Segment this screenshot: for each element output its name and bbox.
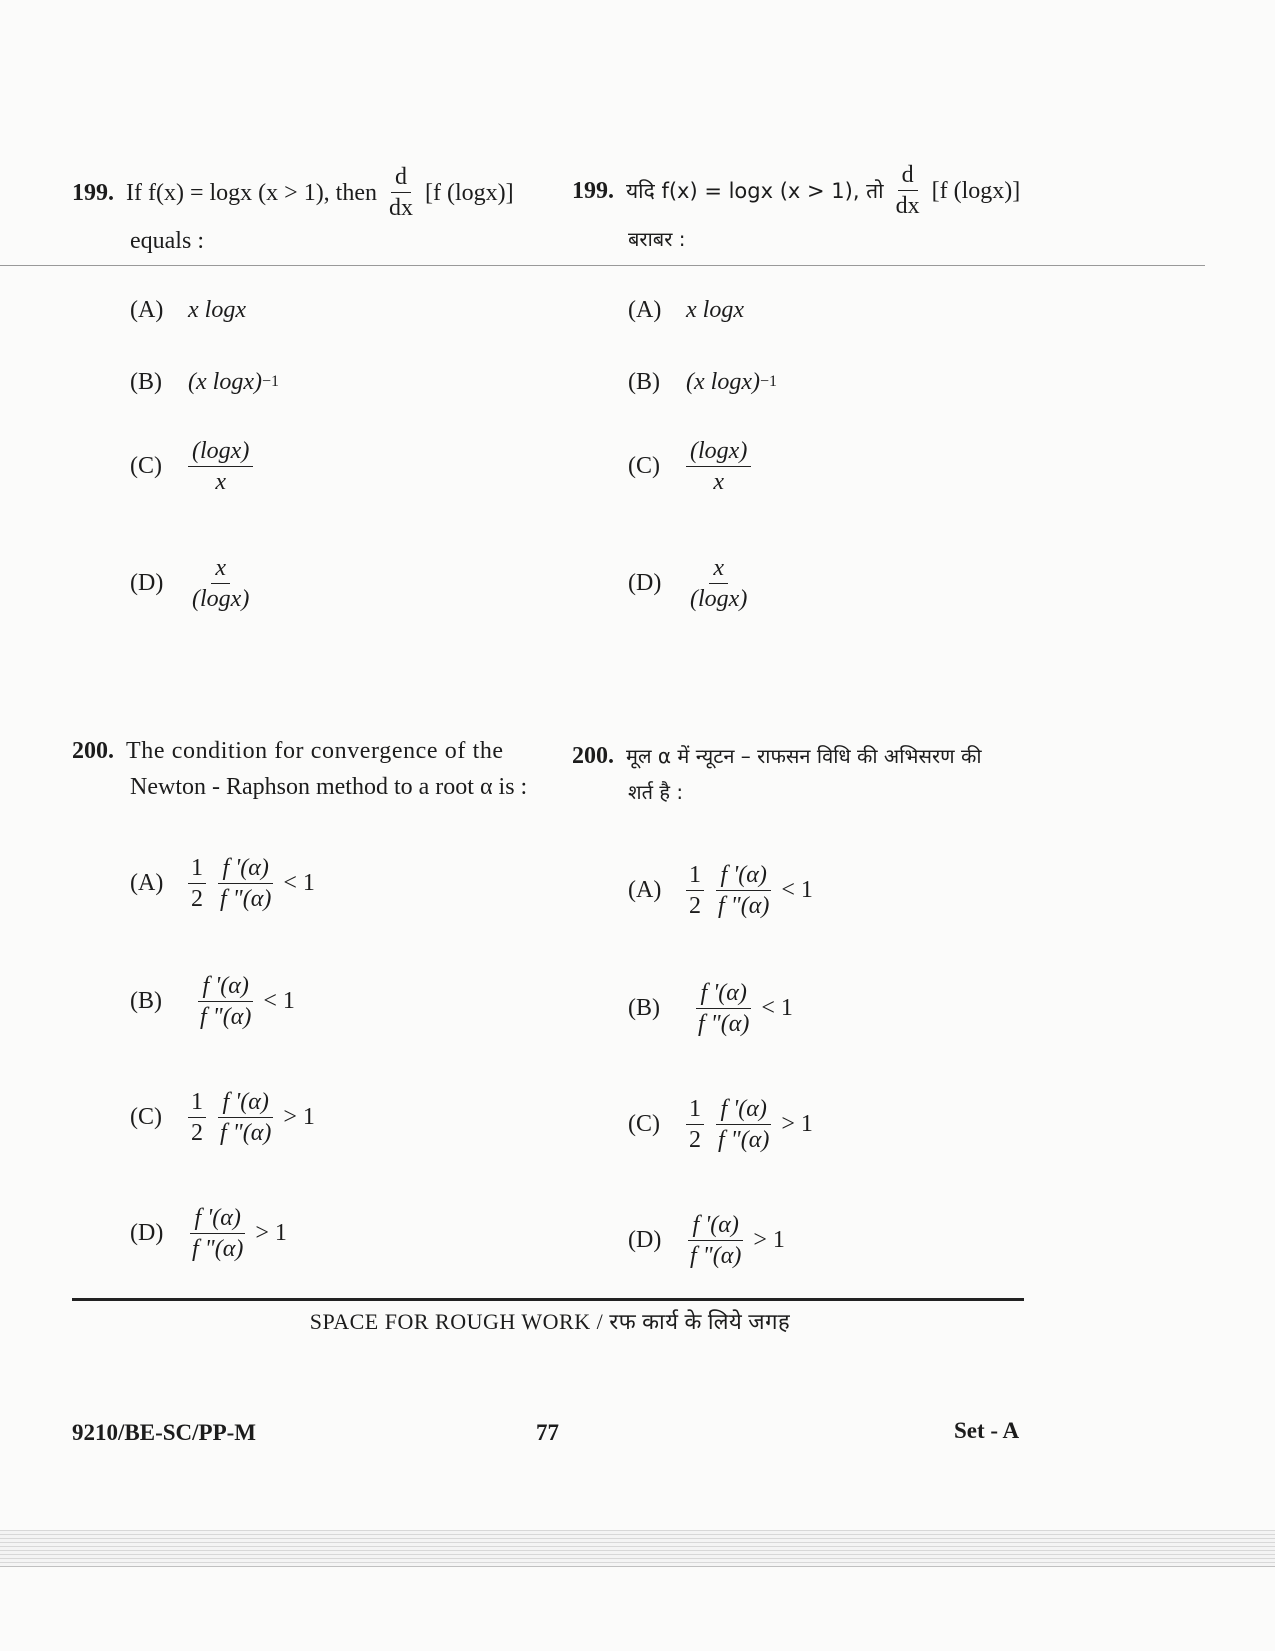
rough-work-divider	[72, 1298, 1024, 1301]
q200-option-a-hi[interactable]: (A) 1 2 $\frac{f '(\alpha)}{f "(\alpha)}$ < 1	[628, 861, 813, 919]
q199-option-b[interactable]: (B) (x logx) −1	[130, 368, 279, 395]
q199-deriv-hi: $\frac{d}{dx}$	[895, 162, 920, 219]
q200-number: 200.	[72, 738, 114, 764]
q199-option-a[interactable]: (A) x logx	[130, 296, 246, 323]
q199-option-c-hi[interactable]: (C) $\frac{(\log x)}{x}$	[628, 436, 777, 497]
q199-bracket-hi: [f (logx)]	[931, 177, 1021, 204]
q200-en	[72, 733, 542, 805]
q199-hi	[572, 160, 1042, 257]
scan-edge	[0, 1530, 1275, 1566]
q199-options-en	[130, 290, 279, 614]
q200-option-b[interactable]: (B) $\frac{f '(\alpha)}{f "(\alpha)}$ < 1	[130, 972, 295, 1030]
q200-hi	[572, 738, 1042, 810]
q200-option-d-hi[interactable]: (D) $\frac{f '(\alpha)}{f "(\alpha)}$ > 1	[628, 1211, 785, 1269]
footer-code: 9210/BE-SC/PP-M	[72, 1420, 256, 1445]
q199-option-b-hi[interactable]: (B) (x logx) −1	[628, 368, 777, 395]
q199-number-hi: 199.	[572, 177, 614, 204]
set-label: Set - A	[954, 1418, 1020, 1443]
q200-option-d[interactable]: (D) $\frac{f '(\alpha)}{f "(\alpha)}$ > 1	[130, 1204, 287, 1262]
q199-option-d-hi[interactable]: (D) $\frac{x}{(\log x)}$	[628, 555, 748, 612]
q200-option-c[interactable]: (C) 1 2 $\frac{f '(\alpha)}{f "(\alpha)}$ > 1	[130, 1088, 315, 1146]
q199-en-suffix: equals :	[130, 228, 204, 254]
q200-number-hi: 200.	[572, 743, 614, 769]
q200-en-line2: Newton - Raphson method to a root α is :	[130, 774, 528, 800]
page-number: 77	[536, 1420, 559, 1445]
q199-option-d[interactable]: (D) $\frac{x}{(\log x)}$	[130, 555, 250, 612]
q200-options-en	[130, 848, 315, 1268]
rough-work-title: SPACE FOR ROUGH WORK / रफ कार्य के लिये जगह	[309, 1309, 791, 1334]
q200-option-b-hi[interactable]: (B) $\frac{f '(\alpha)}{f "(\alpha)}$ < 1	[628, 979, 793, 1037]
q200-hi-line2: शर्त है :	[628, 780, 684, 804]
q199-number: 199.	[72, 179, 114, 206]
q200-option-c-hi[interactable]: (C) 1 2 $\frac{f '(\alpha)}{f "(\alpha)}$ > 1	[628, 1095, 813, 1153]
q199-bracket: [f (logx)]	[425, 179, 514, 206]
q200-en-line1: The condition for convergence of the	[126, 738, 504, 764]
q199-option-c[interactable]: (C) $\frac{(\log x)}{x}$	[130, 436, 279, 497]
q199-deriv: $\frac{d}{dx}$	[389, 164, 414, 221]
q199-hi-prefix: यदि f(x) = logx (x > 1), तो	[626, 178, 884, 203]
q200-options-hi	[628, 855, 813, 1275]
q199-en	[72, 162, 542, 259]
q199-en-prefix: If f(x) = logx (x > 1), then	[126, 179, 378, 206]
top-divider	[0, 265, 1205, 266]
q199-option-a-hi[interactable]: (A) x logx	[628, 296, 744, 323]
q199-hi-suffix: बराबर :	[628, 227, 686, 251]
q200-hi-line1: मूल α में न्यूटन – राफसन विधि की अभिसरण की	[626, 744, 982, 768]
q200-option-a[interactable]: (A) 1 2 $\frac{f '(\alpha)}{f "(\alpha)}$ < 1	[130, 854, 315, 912]
q199-options-hi	[628, 290, 777, 614]
scan-edge-line	[0, 1566, 1275, 1567]
